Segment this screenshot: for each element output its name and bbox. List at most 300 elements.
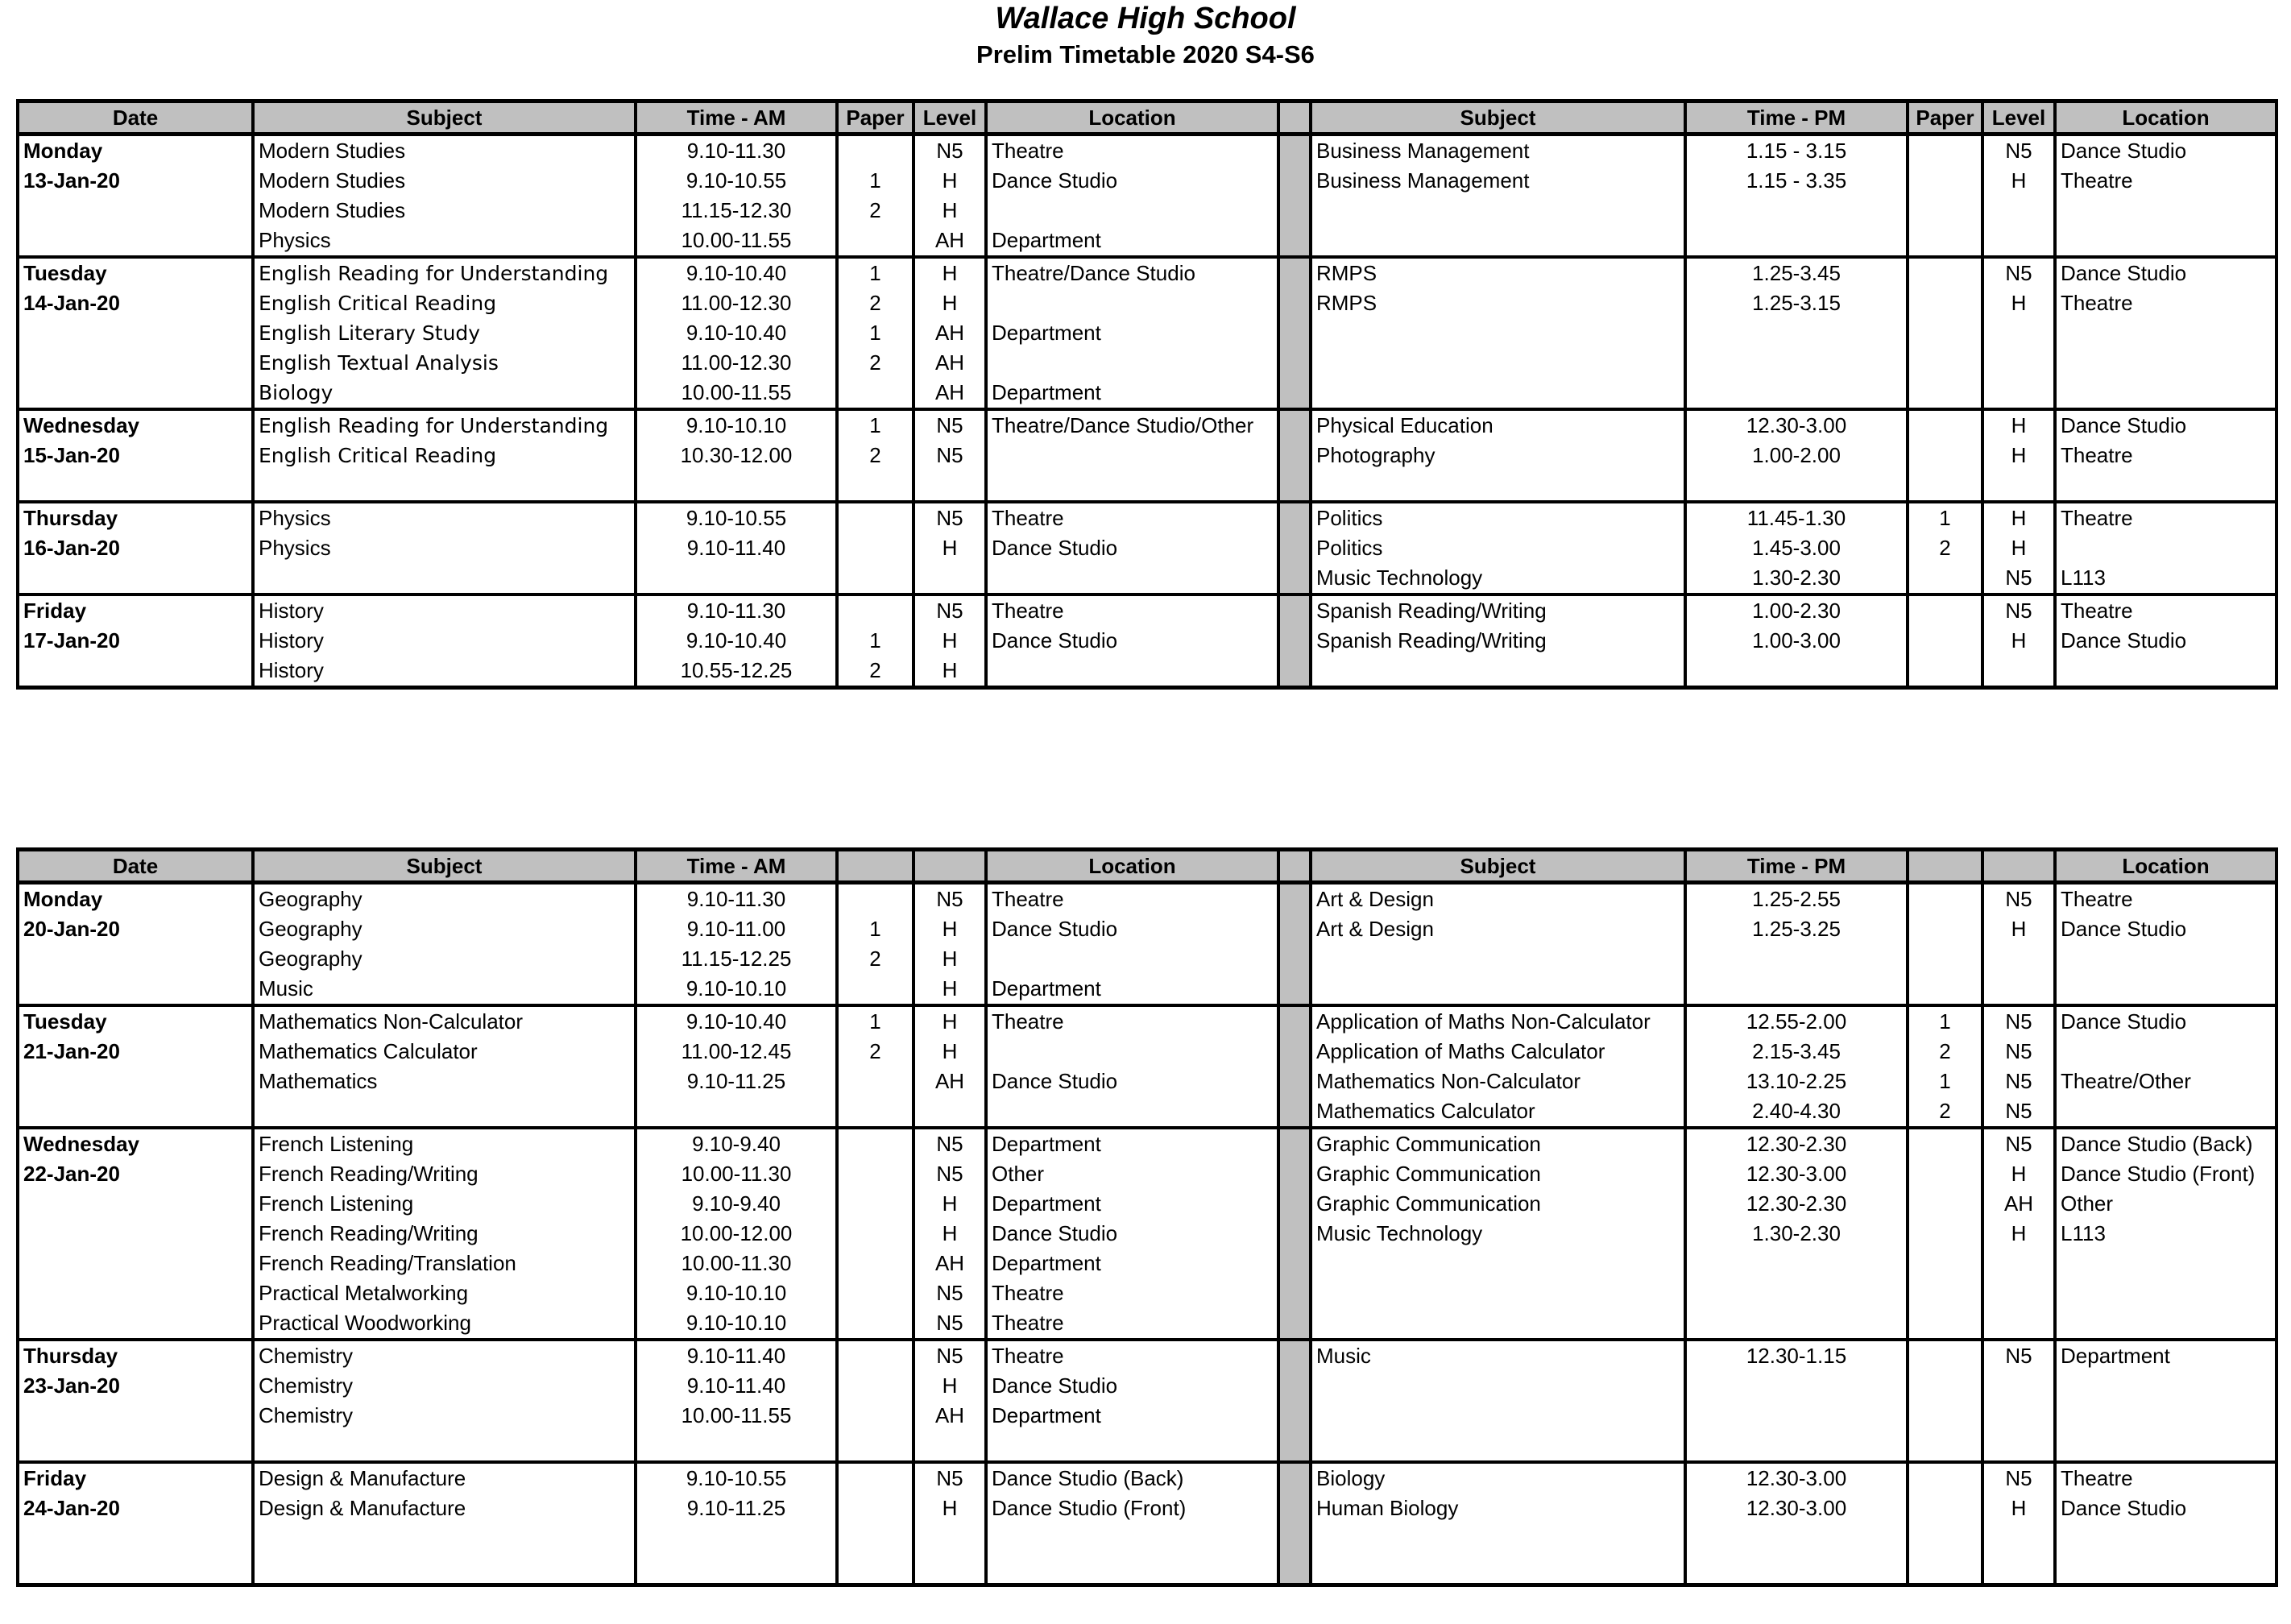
pm-subject xyxy=(1311,470,1685,502)
am-location: Department xyxy=(986,1401,1278,1431)
pm-location: L113 xyxy=(2055,563,2276,594)
am-subject: English Critical Reading xyxy=(253,288,636,318)
am-subject: English Reading for Understanding xyxy=(253,257,636,288)
am-level: H xyxy=(914,533,986,563)
divider-column xyxy=(1278,502,1311,533)
pm-time: 1.30-2.30 xyxy=(1685,1219,1908,1249)
am-paper xyxy=(837,1096,914,1128)
pm-location: Theatre/Other xyxy=(2055,1067,2276,1096)
divider-column xyxy=(1278,1037,1311,1067)
column-header-paper xyxy=(1908,850,1982,883)
am-subject: Physics xyxy=(253,533,636,563)
am-location: Department xyxy=(986,378,1278,409)
exam-row xyxy=(18,1189,2276,1219)
am-time: 11.00-12.30 xyxy=(636,348,837,378)
pm-level: N5 xyxy=(1982,1067,2055,1096)
divider-column xyxy=(1278,226,1311,257)
am-location: Dance Studio xyxy=(986,914,1278,944)
pm-paper xyxy=(1908,944,1982,974)
pm-level xyxy=(1982,348,2055,378)
column-header-location: Location xyxy=(986,850,1278,883)
am-location: Department xyxy=(986,1128,1278,1159)
divider-column xyxy=(1278,533,1311,563)
pm-paper xyxy=(1908,656,1982,688)
am-level: H xyxy=(914,1371,986,1401)
am-level: AH xyxy=(914,1401,986,1431)
pm-level xyxy=(1982,226,2055,257)
am-paper: 1 xyxy=(837,914,914,944)
am-subject: Modern Studies xyxy=(253,135,636,167)
am-level xyxy=(914,1096,986,1128)
am-location: Theatre xyxy=(986,502,1278,533)
am-subject xyxy=(253,1553,636,1585)
pm-time: 12.30-3.00 xyxy=(1685,1159,1908,1189)
am-location: Dance Studio xyxy=(986,626,1278,656)
pm-subject: Spanish Reading/Writing xyxy=(1311,594,1685,626)
am-time: 9.10-10.55 xyxy=(636,502,837,533)
pm-level: N5 xyxy=(1982,1037,2055,1067)
pm-paper: 1 xyxy=(1908,1067,1982,1096)
am-time xyxy=(636,470,837,502)
am-location: Dance Studio xyxy=(986,1067,1278,1096)
divider-column xyxy=(1278,1523,1311,1553)
am-subject: French Listening xyxy=(253,1189,636,1219)
am-time: 9.10-11.00 xyxy=(636,914,837,944)
am-level: H xyxy=(914,196,986,226)
column-header-date: Date xyxy=(18,850,253,883)
pm-level: H xyxy=(1982,288,2055,318)
pm-paper xyxy=(1908,257,1982,288)
pm-location: Dance Studio xyxy=(2055,1005,2276,1037)
pm-level: N5 xyxy=(1982,883,2055,915)
pm-paper xyxy=(1908,135,1982,167)
day-name: Friday xyxy=(18,1462,253,1494)
am-location xyxy=(986,441,1278,470)
am-paper xyxy=(837,1067,914,1096)
pm-paper xyxy=(1908,348,1982,378)
pm-location: Theatre xyxy=(2055,441,2276,470)
am-location xyxy=(986,348,1278,378)
exam-row xyxy=(18,974,2276,1005)
pm-level xyxy=(1982,1553,2055,1585)
exam-row xyxy=(18,1067,2276,1096)
am-location: Dance Studio xyxy=(986,533,1278,563)
am-time: 9.10-9.40 xyxy=(636,1189,837,1219)
am-time: 11.00-12.30 xyxy=(636,288,837,318)
am-level: H xyxy=(914,656,986,688)
pm-paper xyxy=(1908,594,1982,626)
pm-location xyxy=(2055,944,2276,974)
pm-subject xyxy=(1311,196,1685,226)
pm-paper xyxy=(1908,288,1982,318)
pm-level xyxy=(1982,1431,2055,1462)
am-subject: English Textual Analysis xyxy=(253,348,636,378)
pm-location: Dance Studio xyxy=(2055,626,2276,656)
pm-location xyxy=(2055,533,2276,563)
am-level: AH xyxy=(914,1249,986,1278)
exam-row xyxy=(18,1462,2276,1494)
pm-paper: 1 xyxy=(1908,1005,1982,1037)
exam-row xyxy=(18,135,2276,167)
am-paper xyxy=(837,378,914,409)
pm-subject xyxy=(1311,318,1685,348)
pm-level xyxy=(1982,944,2055,974)
am-paper xyxy=(837,1371,914,1401)
divider-column xyxy=(1278,1005,1311,1037)
exam-row xyxy=(18,502,2276,533)
am-level xyxy=(914,470,986,502)
day-date: 15-Jan-20 xyxy=(18,441,253,470)
pm-subject: Human Biology xyxy=(1311,1494,1685,1523)
column-header-time: Time - PM xyxy=(1685,102,1908,135)
pm-level: N5 xyxy=(1982,1340,2055,1371)
am-location xyxy=(986,196,1278,226)
pm-location xyxy=(2055,656,2276,688)
am-paper xyxy=(837,1189,914,1219)
am-subject: English Critical Reading xyxy=(253,441,636,470)
am-paper xyxy=(837,1523,914,1553)
am-paper: 2 xyxy=(837,944,914,974)
exam-row xyxy=(18,626,2276,656)
divider-column xyxy=(1278,166,1311,196)
pm-time: 12.30-3.00 xyxy=(1685,409,1908,441)
am-time: 9.10-10.55 xyxy=(636,1462,837,1494)
column-header-level xyxy=(914,850,986,883)
am-subject: English Literary Study xyxy=(253,318,636,348)
pm-time: 1.25-3.15 xyxy=(1685,288,1908,318)
exam-row xyxy=(18,1523,2276,1553)
pm-location xyxy=(2055,974,2276,1005)
pm-location: Dance Studio (Back) xyxy=(2055,1128,2276,1159)
column-header-level: Level xyxy=(914,102,986,135)
divider-column xyxy=(1278,1340,1311,1371)
divider-column xyxy=(1278,348,1311,378)
pm-paper xyxy=(1908,1159,1982,1189)
divider-column xyxy=(1278,1553,1311,1585)
am-paper xyxy=(837,470,914,502)
pm-subject: Application of Maths Non-Calculator xyxy=(1311,1005,1685,1037)
am-paper: 2 xyxy=(837,1037,914,1067)
am-time: 10.00-11.30 xyxy=(636,1249,837,1278)
am-time: 9.10-9.40 xyxy=(636,1128,837,1159)
pm-location: Theatre xyxy=(2055,594,2276,626)
pm-level xyxy=(1982,1249,2055,1278)
day-name: Wednesday xyxy=(18,1128,253,1159)
pm-time xyxy=(1685,470,1908,502)
pm-location: Theatre xyxy=(2055,883,2276,915)
am-paper: 1 xyxy=(837,166,914,196)
am-subject: Design & Manufacture xyxy=(253,1462,636,1494)
exam-row xyxy=(18,656,2276,688)
am-paper xyxy=(837,226,914,257)
day-date: 24-Jan-20 xyxy=(18,1494,253,1523)
am-paper: 2 xyxy=(837,441,914,470)
pm-paper xyxy=(1908,883,1982,915)
am-time: 11.00-12.45 xyxy=(636,1037,837,1067)
am-location xyxy=(986,1037,1278,1067)
pm-time xyxy=(1685,318,1908,348)
date-cell xyxy=(18,1431,253,1462)
day-name: Monday xyxy=(18,883,253,915)
am-level xyxy=(914,1431,986,1462)
pm-paper xyxy=(1908,1523,1982,1553)
am-level xyxy=(914,1553,986,1585)
pm-time: 13.10-2.25 xyxy=(1685,1067,1908,1096)
am-level: H xyxy=(914,1494,986,1523)
am-time: 11.15-12.25 xyxy=(636,944,837,974)
exam-row xyxy=(18,1096,2276,1128)
divider-column xyxy=(1278,1189,1311,1219)
am-time: 9.10-10.40 xyxy=(636,1005,837,1037)
date-cell xyxy=(18,1189,253,1219)
day-date: 21-Jan-20 xyxy=(18,1037,253,1067)
am-subject: Design & Manufacture xyxy=(253,1494,636,1523)
pm-paper xyxy=(1908,318,1982,348)
exam-row xyxy=(18,594,2276,626)
am-time: 11.15-12.30 xyxy=(636,196,837,226)
pm-location: L113 xyxy=(2055,1219,2276,1249)
am-location xyxy=(986,1523,1278,1553)
column-header-time: Time - AM xyxy=(636,102,837,135)
am-time: 9.10-11.30 xyxy=(636,883,837,915)
header-row xyxy=(18,850,2276,883)
pm-level xyxy=(1982,196,2055,226)
am-time: 10.00-11.55 xyxy=(636,226,837,257)
divider-column xyxy=(1278,656,1311,688)
pm-time xyxy=(1685,1523,1908,1553)
am-subject: Geography xyxy=(253,883,636,915)
pm-subject xyxy=(1311,656,1685,688)
am-level: N5 xyxy=(914,135,986,167)
pm-subject: Art & Design xyxy=(1311,883,1685,915)
pm-location xyxy=(2055,1371,2276,1401)
pm-level xyxy=(1982,470,2055,502)
pm-level: N5 xyxy=(1982,257,2055,288)
am-time: 9.10-11.40 xyxy=(636,1340,837,1371)
pm-subject: Biology xyxy=(1311,1462,1685,1494)
pm-level xyxy=(1982,378,2055,409)
am-time: 9.10-10.10 xyxy=(636,974,837,1005)
am-level: AH xyxy=(914,226,986,257)
exam-row xyxy=(18,1494,2276,1523)
column-header-subject: Subject xyxy=(1311,102,1685,135)
pm-paper xyxy=(1908,1494,1982,1523)
am-location: Theatre xyxy=(986,1308,1278,1340)
pm-subject: Spanish Reading/Writing xyxy=(1311,626,1685,656)
pm-paper xyxy=(1908,378,1982,409)
pm-time: 12.30-3.00 xyxy=(1685,1494,1908,1523)
pm-level: H xyxy=(1982,166,2055,196)
am-subject: Physics xyxy=(253,502,636,533)
pm-time xyxy=(1685,196,1908,226)
column-header-subject: Subject xyxy=(1311,850,1685,883)
pm-time xyxy=(1685,1278,1908,1308)
am-time: 9.10-10.55 xyxy=(636,166,837,196)
am-time: 10.55-12.25 xyxy=(636,656,837,688)
exam-row xyxy=(18,441,2276,470)
am-paper xyxy=(837,1401,914,1431)
pm-level: H xyxy=(1982,1219,2055,1249)
exam-row xyxy=(18,1128,2276,1159)
am-location: Theatre xyxy=(986,594,1278,626)
exam-row xyxy=(18,1037,2276,1067)
column-header-subject: Subject xyxy=(253,850,636,883)
am-location xyxy=(986,563,1278,594)
pm-subject: Mathematics Non-Calculator xyxy=(1311,1067,1685,1096)
exam-row xyxy=(18,196,2276,226)
pm-location: Dance Studio xyxy=(2055,1494,2276,1523)
pm-level: H xyxy=(1982,1494,2055,1523)
pm-time: 1.30-2.30 xyxy=(1685,563,1908,594)
pm-level: H xyxy=(1982,502,2055,533)
am-subject: Chemistry xyxy=(253,1371,636,1401)
am-time: 9.10-10.40 xyxy=(636,626,837,656)
pm-time: 12.30-2.30 xyxy=(1685,1189,1908,1219)
am-location: Theatre xyxy=(986,883,1278,915)
pm-subject: Politics xyxy=(1311,533,1685,563)
day-date: 17-Jan-20 xyxy=(18,626,253,656)
pm-paper: 2 xyxy=(1908,1096,1982,1128)
exam-row xyxy=(18,257,2276,288)
am-paper xyxy=(837,563,914,594)
pm-location xyxy=(2055,318,2276,348)
pm-time: 1.25-3.45 xyxy=(1685,257,1908,288)
am-subject: History xyxy=(253,594,636,626)
day-date: 14-Jan-20 xyxy=(18,288,253,318)
am-subject: History xyxy=(253,656,636,688)
divider-column xyxy=(1278,1308,1311,1340)
am-subject: French Reading/Translation xyxy=(253,1249,636,1278)
divider-column xyxy=(1278,288,1311,318)
am-location xyxy=(986,288,1278,318)
exam-row xyxy=(18,1308,2276,1340)
divider-column xyxy=(1278,1462,1311,1494)
am-subject xyxy=(253,1523,636,1553)
am-time xyxy=(636,1431,837,1462)
divider-column xyxy=(1278,1401,1311,1431)
pm-time xyxy=(1685,974,1908,1005)
column-header-gap xyxy=(1278,102,1311,135)
exam-row xyxy=(18,166,2276,196)
pm-location xyxy=(2055,1249,2276,1278)
am-location xyxy=(986,1553,1278,1585)
divider-column xyxy=(1278,594,1311,626)
pm-level: H xyxy=(1982,626,2055,656)
day-date: 22-Jan-20 xyxy=(18,1159,253,1189)
exam-row xyxy=(18,288,2276,318)
exam-row xyxy=(18,1278,2276,1308)
am-location: Theatre/Dance Studio/Other xyxy=(986,409,1278,441)
am-location: Department xyxy=(986,318,1278,348)
pm-time: 12.30-1.15 xyxy=(1685,1340,1908,1371)
am-subject: Chemistry xyxy=(253,1401,636,1431)
pm-time xyxy=(1685,1553,1908,1585)
divider-column xyxy=(1278,1096,1311,1128)
date-cell xyxy=(18,656,253,688)
am-time: 9.10-10.10 xyxy=(636,1308,837,1340)
am-level: N5 xyxy=(914,1308,986,1340)
exam-row xyxy=(18,1431,2276,1462)
pm-paper xyxy=(1908,1371,1982,1401)
pm-location: Theatre xyxy=(2055,166,2276,196)
divider-column xyxy=(1278,974,1311,1005)
day-name: Tuesday xyxy=(18,1005,253,1037)
am-paper xyxy=(837,974,914,1005)
day-name: Thursday xyxy=(18,1340,253,1371)
am-level: N5 xyxy=(914,594,986,626)
pm-location: Other xyxy=(2055,1189,2276,1219)
date-cell xyxy=(18,378,253,409)
am-paper xyxy=(837,594,914,626)
am-level: AH xyxy=(914,378,986,409)
pm-location xyxy=(2055,1308,2276,1340)
column-header-gap xyxy=(1278,850,1311,883)
pm-level xyxy=(1982,656,2055,688)
column-header-time: Time - PM xyxy=(1685,850,1908,883)
am-subject: Modern Studies xyxy=(253,196,636,226)
date-cell xyxy=(18,226,253,257)
divider-column xyxy=(1278,257,1311,288)
pm-time xyxy=(1685,1249,1908,1278)
exam-row xyxy=(18,470,2276,502)
am-time: 9.10-10.40 xyxy=(636,318,837,348)
pm-location xyxy=(2055,378,2276,409)
am-level: N5 xyxy=(914,1128,986,1159)
pm-subject xyxy=(1311,1249,1685,1278)
pm-time xyxy=(1685,378,1908,409)
am-time xyxy=(636,1523,837,1553)
pm-paper xyxy=(1908,563,1982,594)
divider-column xyxy=(1278,470,1311,502)
am-time: 10.30-12.00 xyxy=(636,441,837,470)
am-paper xyxy=(837,1340,914,1371)
am-location: Theatre xyxy=(986,1340,1278,1371)
column-header-paper xyxy=(837,850,914,883)
pm-location xyxy=(2055,348,2276,378)
pm-time: 12.30-2.30 xyxy=(1685,1128,1908,1159)
pm-subject xyxy=(1311,1553,1685,1585)
am-level xyxy=(914,563,986,594)
am-location xyxy=(986,470,1278,502)
column-header-level: Level xyxy=(1982,102,2055,135)
exam-row xyxy=(18,409,2276,441)
pm-time: 12.30-3.00 xyxy=(1685,1462,1908,1494)
pm-time: 1.25-2.55 xyxy=(1685,883,1908,915)
am-paper xyxy=(837,502,914,533)
school-name: Wallace High School xyxy=(995,2,1296,35)
am-paper: 2 xyxy=(837,348,914,378)
am-level: H xyxy=(914,1189,986,1219)
divider-column xyxy=(1278,944,1311,974)
pm-paper xyxy=(1908,226,1982,257)
am-subject: Biology xyxy=(253,378,636,409)
exam-row xyxy=(18,533,2276,563)
pm-subject: Photography xyxy=(1311,441,1685,470)
pm-paper xyxy=(1908,1401,1982,1431)
exam-row xyxy=(18,1401,2276,1431)
pm-time: 12.55-2.00 xyxy=(1685,1005,1908,1037)
pm-location xyxy=(2055,1553,2276,1585)
pm-level: N5 xyxy=(1982,1128,2055,1159)
am-location: Dance Studio xyxy=(986,1371,1278,1401)
pm-time xyxy=(1685,1308,1908,1340)
am-location: Theatre xyxy=(986,1005,1278,1037)
day-name: Tuesday xyxy=(18,257,253,288)
pm-time: 2.15-3.45 xyxy=(1685,1037,1908,1067)
day-name: Thursday xyxy=(18,502,253,533)
pm-paper xyxy=(1908,914,1982,944)
divider-column xyxy=(1278,1159,1311,1189)
